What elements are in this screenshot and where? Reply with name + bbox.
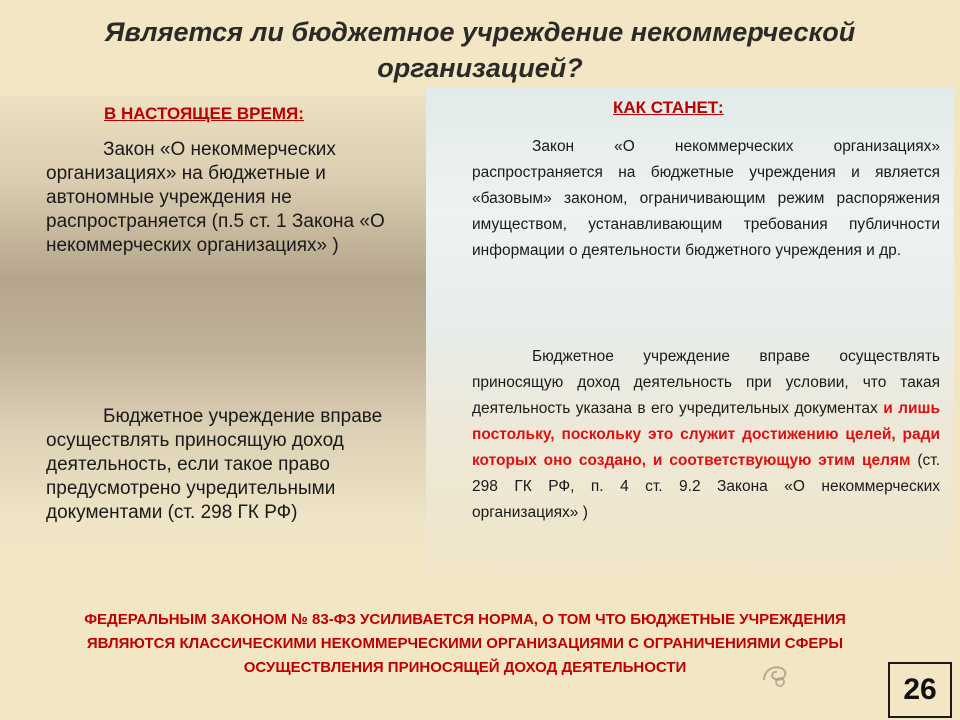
page-number: 26 [888,662,952,718]
left-heading: В НАСТОЯЩЕЕ ВРЕМЯ: [104,104,304,123]
right-paragraph-2 [472,344,940,526]
slide-title: Является ли бюджетное учреждение некоммерческой организацией? [104,17,856,83]
left-paragraph-1: Закон «О некоммерческих организациях» на бюджетные и автономные учреждения не распространяется (п.5 ст. 1 Закона «О некоммерческих организациях» ) [46,139,385,256]
left-paragraph-2: Бюджетное учреждение вправе осуществлять приносящую доход деятельность, если такое право предусмотрено учредительными документами (ст. 298 ГК РФ) [46,406,383,523]
right-paragraph-2-highlight: и лишь постольку, поскольку это служит достижению целей, ради которых оно создано, и соответствующую этим целям [472,400,940,469]
right-paragraph-1: Закон «О некоммерческих организациях» распространяется на бюджетные учреждения и является «базовым» законом, ограничивающим режим распоряжения имуществом, устанавливающим требования публичности информации о деятельности бюджетного учреждения и др. [472,138,940,259]
right-paragraph-2-end: (ст. 298 ГК РФ, п. 4 ст. 9.2 Закона «О некоммерческих организациях» ) [472,452,940,521]
decorative-swirl-icon [760,660,790,688]
right-heading: КАК СТАНЕТ: [613,98,724,117]
right-paragraph-2-start: Бюджетное учреждение вправе осуществлять приносящую доход деятельность при условии, что такая деятельность указана в его учредительных документах [472,348,940,417]
footer-conclusion: ФЕДЕРАЛЬНЫМ ЗАКОНОМ № 83-ФЗ УСИЛИВАЕТСЯ НОРМА, О ТОМ ЧТО БЮДЖЕТНЫЕ УЧРЕЖДЕНИЯ ЯВЛЯЮТСЯ КЛАССИЧЕСКИМИ НЕКОММЕРЧЕСКИМИ ОРГАНИЗАЦИЯМИ С ОГРАНИЧЕНИЯМИ СФЕРЫ ОСУЩЕСТВЛЕНИЯ ПРИНОСЯЩЕЙ ДОХОД ДЕЯТЕЛЬНОСТИ [84,611,846,676]
